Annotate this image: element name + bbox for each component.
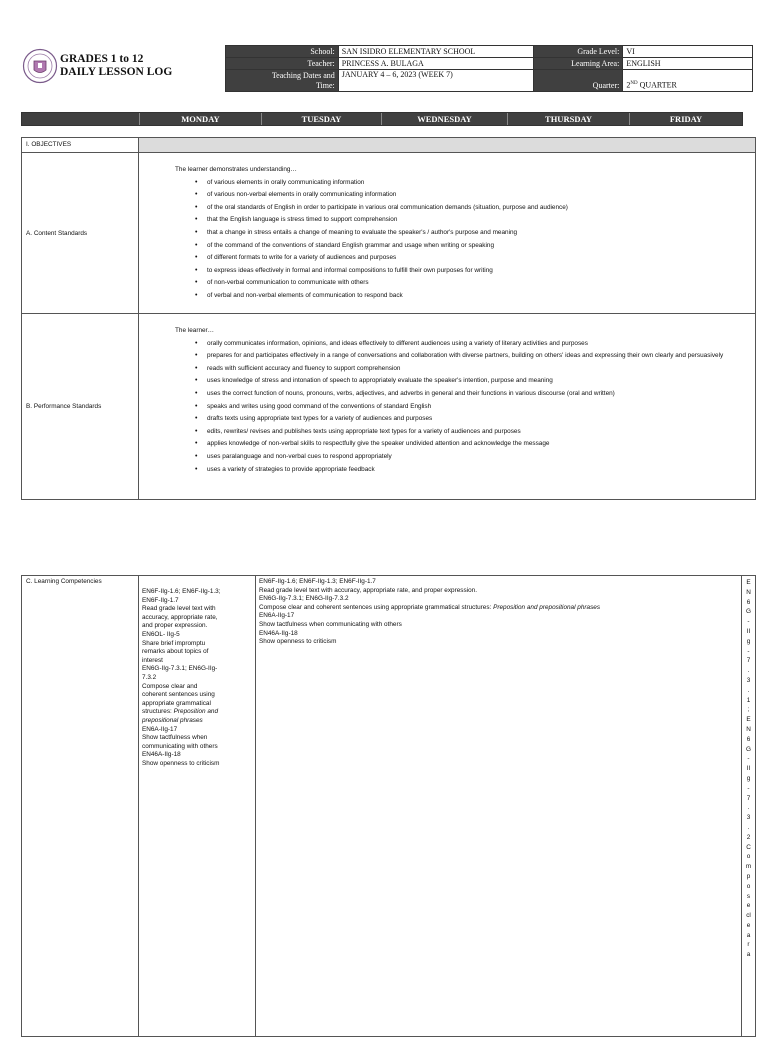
list-item: • uses a variety of strategies to provide appropriate feedback — [175, 464, 747, 477]
teacher-value: PRINCESS A. BULAGA — [338, 58, 533, 70]
friday-char: C — [746, 843, 751, 851]
grade-value: VI — [623, 46, 753, 58]
friday-char: N — [746, 725, 751, 733]
friday-char: s — [746, 892, 751, 900]
list-item: • of various non-verbal elements in orally communicating information — [175, 189, 755, 202]
friday-char: m — [745, 863, 752, 871]
friday-char: g — [746, 774, 751, 782]
school-label: School: — [226, 46, 339, 58]
objectives-heading: I. OBJECTIVES — [22, 138, 139, 152]
objectives-table — [21, 137, 756, 500]
content-standards-row — [22, 152, 755, 313]
list-item: • to express ideas effectively in formal and informal compositions to fulfill their own purposes for writing — [175, 265, 755, 278]
list-item: • prepares for and participates effectively in a range of conversations and collaboration with diverse partners, building on others' ideas and expressing their own clearly and persuasively — [175, 350, 747, 363]
friday-char: - — [747, 647, 750, 655]
friday-char: 3 — [746, 814, 751, 822]
friday-char: N — [746, 588, 751, 596]
list-item: • drafts texts using appropriate text types for a variety of audiences and purposes — [175, 413, 747, 426]
performance-standards-label: B. Performance Standards — [22, 314, 139, 499]
friday-char: 7 — [746, 657, 751, 665]
friday-char: . — [747, 804, 750, 812]
performance-standards-row — [22, 313, 755, 499]
friday-char: E — [746, 579, 751, 586]
list-item: • orally communicates information, opinions, and ideas effectively to different audiences using a variety of literary activities and purposes — [175, 338, 747, 351]
friday-char: - — [747, 784, 750, 792]
day-friday: FRIDAY — [629, 113, 742, 125]
friday-char: p — [746, 872, 751, 880]
performance-standards-text: The learner… • orally communicates information, opinions, and ideas effectively to different audiences using a variety of literary activities and purposes • prepares for and participates effectively in a range of conversations and collaboration with diverse partners, building on others' ideas and expressing their own clearly and persuasively • reads with sufficient accuracy and fluency to support comprehension • uses knowledge of stress and intonation of speech to appropriately evaluate the speaker's intention, purpose and meaning • uses the correct function of nouns, pronouns, verbs, adjectives, and adverbs in general and their functions in various discourse (oral and written) • speaks and writes using good command of the conventions of standard English • drafts texts using appropriate text types for a variety of audiences and purposes • edits, rewrites/ revises and publishes texts using appropriate text types for a variety of audiences and purposes • applies knowledge of non-verbal skills to respectfully give the speaker undivided attention and acknowledge the message • uses paralanguage and non-verbal cues to respond appropriately • uses a variety of strategies to provide appropriate feedback — [139, 314, 755, 499]
friday-char: . — [747, 686, 750, 694]
friday-char: II — [746, 765, 751, 773]
friday-char: a — [746, 931, 751, 939]
friday-char: 7 — [746, 794, 751, 802]
list-item: • speaks and writes using good command of the conventions of standard English — [175, 401, 747, 414]
friday-char: 6 — [746, 598, 751, 606]
objectives-heading-row — [22, 138, 755, 152]
quarter-label: Quarter: — [533, 70, 623, 92]
competencies-monday: EN6F-IIg-1.6; EN6F-IIg-1.3; EN6F-IIg-1.7 Read grade level text with accuracy, appropriate rate, and proper expression. EN6OL- IIg-5 Share brief impromptu remarks about topics of interest EN6G-IIg-7.3.1; EN6G-IIg- 7.3.2 Compose clear and coherent sentences using appropriate grammatical structures: Preposition and prepositional phrases EN6A-IIg-17 Show tactfulness when communicating with others EN46A-IIg-18 Show openness to criticism — [139, 576, 256, 1036]
friday-char: a — [746, 951, 751, 959]
friday-char: G — [746, 608, 751, 616]
day-thursday: THURSDAY — [507, 113, 629, 125]
days-header-row — [21, 112, 743, 126]
header-info-table — [225, 45, 753, 92]
competencies-label: C. Learning Competencies — [22, 576, 139, 1036]
day-tuesday: TUESDAY — [261, 113, 381, 125]
list-item: • applies knowledge of non-verbal skills to respectfully give the speaker undivided attention and acknowledge the message — [175, 438, 747, 451]
friday-char: 2 — [746, 833, 751, 841]
form-title: GRADES 1 to 12 — [60, 53, 144, 65]
list-item: • uses the correct function of nouns, pronouns, verbs, adjectives, and adverbs in general and their functions in various discourse (oral and written) — [175, 388, 747, 401]
friday-char: - — [747, 755, 750, 763]
list-item: • reads with sufficient accuracy and fluency to support comprehension — [175, 363, 747, 376]
list-item: • of verbal and non-verbal elements of communication to respond back — [175, 290, 755, 303]
school-value: SAN ISIDRO ELEMENTARY SCHOOL — [338, 46, 533, 58]
list-item: • of the command of the conventions of standard English grammar and usage when writing or speaking — [175, 240, 755, 253]
content-standards-list — [175, 177, 755, 303]
form-subtitle: DAILY LESSON LOG — [60, 66, 173, 78]
list-item: • that the English language is stress timed to support comprehension — [175, 214, 755, 227]
dates-label: Teaching Dates and Time: — [226, 70, 339, 92]
friday-char: - — [747, 618, 750, 626]
quarter-value: 2ND QUARTER — [623, 70, 753, 92]
dates-value: JANUARY 4 – 6, 2023 (WEEK 7) — [338, 70, 533, 92]
list-item: • of non-verbal communication to communicate with others — [175, 277, 755, 290]
competencies-friday — [742, 576, 755, 1036]
area-value: ENGLISH — [623, 58, 753, 70]
days-blank-cell — [22, 113, 139, 125]
deped-seal-icon — [22, 48, 58, 84]
list-item: • of different formats to write for a variety of audiences and purposes — [175, 252, 755, 265]
competencies-tue-thu: EN6F-IIg-1.6; EN6F-IIg-1.3; EN6F-IIg-1.7 Read grade level text with accuracy, appropriate rate, and proper expression. EN6G-IIg-7.3.1; EN6G-IIg-7.3.2 Compose clear and coherent sentences using appropriate grammatical structures: Preposition and prepositional phrases EN6A-IIg-17 Show tactfulness when communicating with others EN46A-IIg-18 Show openness to criticism — [256, 576, 742, 1036]
friday-char: e — [746, 921, 751, 929]
teacher-label: Teacher: — [226, 58, 339, 70]
day-monday: MONDAY — [139, 113, 261, 125]
content-standards-label: A. Content Standards — [22, 153, 139, 313]
list-item: • of various elements in orally communicating information — [175, 177, 755, 190]
list-item: • edits, rewrites/ revises and publishes texts using appropriate text types for a variety of audiences and purposes — [175, 426, 747, 439]
list-item: • uses paralanguage and non-verbal cues to respond appropriately — [175, 451, 747, 464]
friday-char: o — [746, 882, 751, 890]
friday-char: 6 — [746, 735, 751, 743]
friday-char: II — [746, 627, 751, 635]
friday-char: ; — [747, 706, 750, 714]
list-item: • of the oral standards of English in order to participate in various oral communication demands (situation, purpose and audience) — [175, 202, 755, 215]
list-item: • uses knowledge of stress and intonation of speech to appropriately evaluate the speaker's intention, purpose and meaning — [175, 375, 747, 388]
day-wednesday: WEDNESDAY — [381, 113, 507, 125]
friday-char: 3 — [746, 676, 751, 684]
friday-char: . — [747, 667, 750, 675]
friday-char: cl — [746, 912, 751, 920]
friday-char: e — [746, 902, 751, 910]
friday-char: o — [746, 853, 751, 861]
performance-standards-list — [175, 338, 755, 477]
friday-char: E — [746, 716, 751, 724]
friday-char: r — [747, 941, 750, 949]
friday-char: g — [746, 637, 751, 645]
friday-char: G — [746, 745, 751, 753]
grade-label: Grade Level: — [533, 46, 623, 58]
friday-char: 1 — [746, 696, 751, 704]
list-item: • that a change in stress entails a change of meaning to evaluate the speaker's / author's purpose and meaning — [175, 227, 755, 240]
competencies-table — [21, 575, 756, 1037]
area-label: Learning Area: — [533, 58, 623, 70]
content-standards-text: The learner demonstrates understanding… • of various elements in orally communicating information • of various non-verbal elements in orally communicating information • of the oral standards of English in order to participate in various oral communication demands (situation, purpose and audience) • that the English language is stress timed to support comprehension • that a change in stress entails a change of meaning to evaluate the speaker's / author's purpose and meaning • of the command of the conventions of standard English grammar and usage when writing or speaking • of different formats to write for a variety of audiences and purposes • to express ideas effectively in formal and informal compositions to fulfill their own purposes for writing • of non-verbal communication to communicate with others • of verbal and non-verbal elements of communication to respond back — [139, 153, 755, 313]
friday-char: . — [747, 823, 750, 831]
